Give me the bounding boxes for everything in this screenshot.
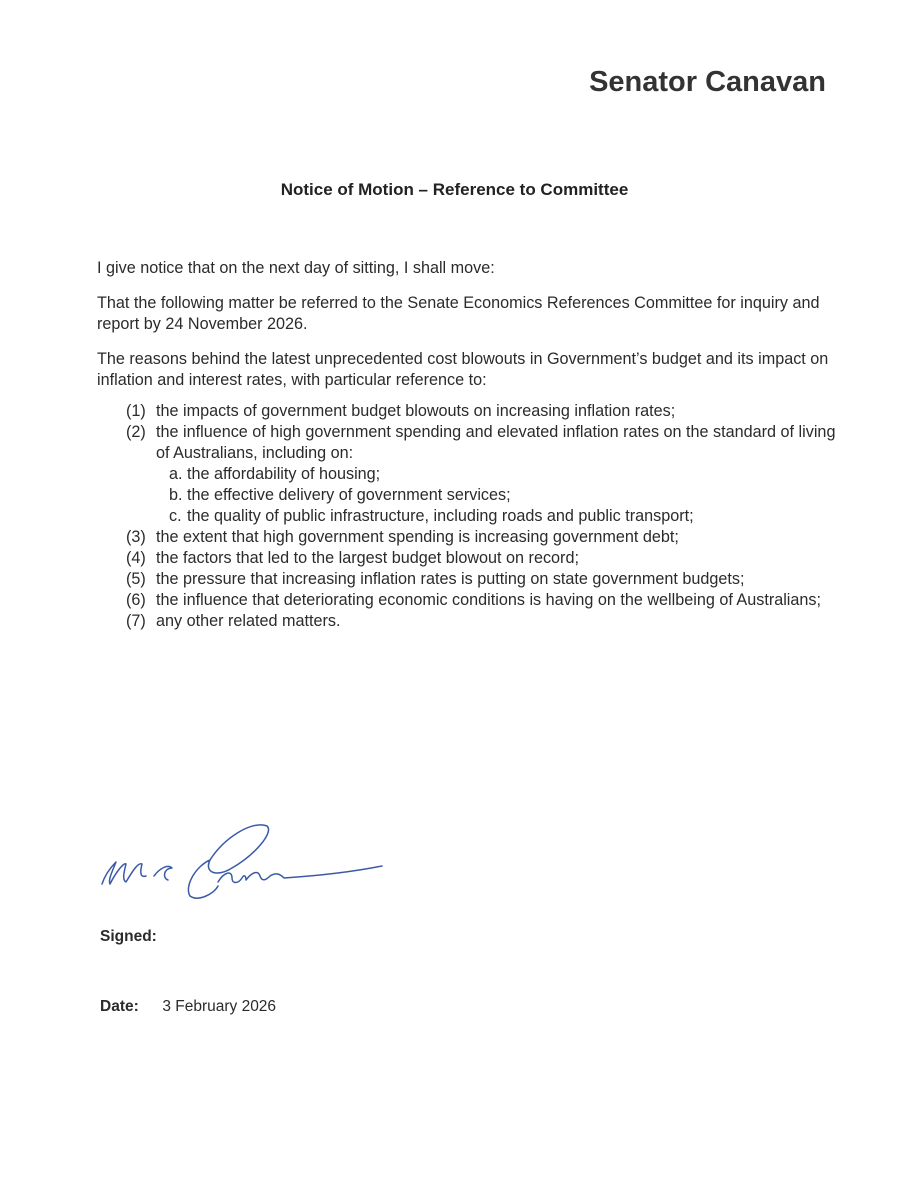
list-item — [97, 401, 837, 422]
document-title: Notice of Motion – Reference to Committee — [280, 180, 629, 199]
item-number: (6) — [126, 591, 146, 609]
item-text: the factors that led to the largest budget blowout on record; — [156, 549, 579, 567]
list-item — [97, 611, 837, 632]
item-number: (5) — [126, 570, 146, 588]
list-item — [97, 548, 837, 569]
item-text: the pressure that increasing inflation rates is putting on state government budgets; — [156, 570, 745, 588]
sub-list-item — [97, 506, 837, 527]
item-text: the impacts of government budget blowouts on increasing inflation rates; — [156, 402, 676, 420]
item-number: (7) — [126, 612, 146, 630]
item-number: (2) — [126, 423, 146, 441]
list-item — [97, 527, 837, 548]
list-item — [97, 569, 837, 590]
intro-paragraph: I give notice that on the next day of sitting, I shall move: — [97, 259, 495, 277]
item-number: (4) — [126, 549, 146, 567]
item-number: (1) — [126, 402, 146, 420]
handwritten-signature — [92, 806, 392, 906]
sub-list-item — [97, 485, 837, 506]
document-body — [97, 258, 837, 632]
sub-item-letter: c. — [169, 507, 182, 525]
reasons-paragraph: The reasons behind the latest unprecedented cost blowouts in Government’s budget and its impact on inflation and interest rates, with particular reference to: — [97, 350, 829, 389]
sender-name: Senator Canavan — [589, 66, 826, 98]
item-text: the extent that high government spending is increasing government debt; — [156, 528, 679, 546]
sub-list-wrapper — [97, 464, 837, 527]
signed-label: Signed: — [100, 928, 157, 945]
sub-item-text: the quality of public infrastructure, including roads and public transport; — [187, 507, 694, 525]
item-text: the influence of high government spending and elevated inflation rates on the standard of living of Australians, including on: — [156, 423, 836, 462]
sub-item-text: the effective delivery of government services; — [187, 486, 511, 504]
item-number: (3) — [126, 528, 146, 546]
motion-paragraph: That the following matter be referred to the Senate Economics References Committee for inquiry and report by 24 November 2026. — [97, 294, 820, 333]
sub-list — [97, 464, 837, 527]
sub-item-text: the affordability of housing; — [187, 465, 381, 483]
list-item — [97, 422, 837, 464]
sub-list-item — [97, 464, 837, 485]
item-text: any other related matters. — [156, 612, 341, 630]
date-value: 3 February 2026 — [162, 998, 277, 1015]
date-row — [100, 998, 276, 1016]
list-item — [97, 590, 837, 611]
sub-item-letter: b. — [169, 486, 183, 504]
sub-item-letter: a. — [169, 465, 183, 483]
date-label: Date: — [100, 998, 139, 1015]
item-text: the influence that deteriorating economic conditions is having on the wellbeing of Australians; — [156, 591, 821, 609]
motion-list — [97, 401, 837, 632]
